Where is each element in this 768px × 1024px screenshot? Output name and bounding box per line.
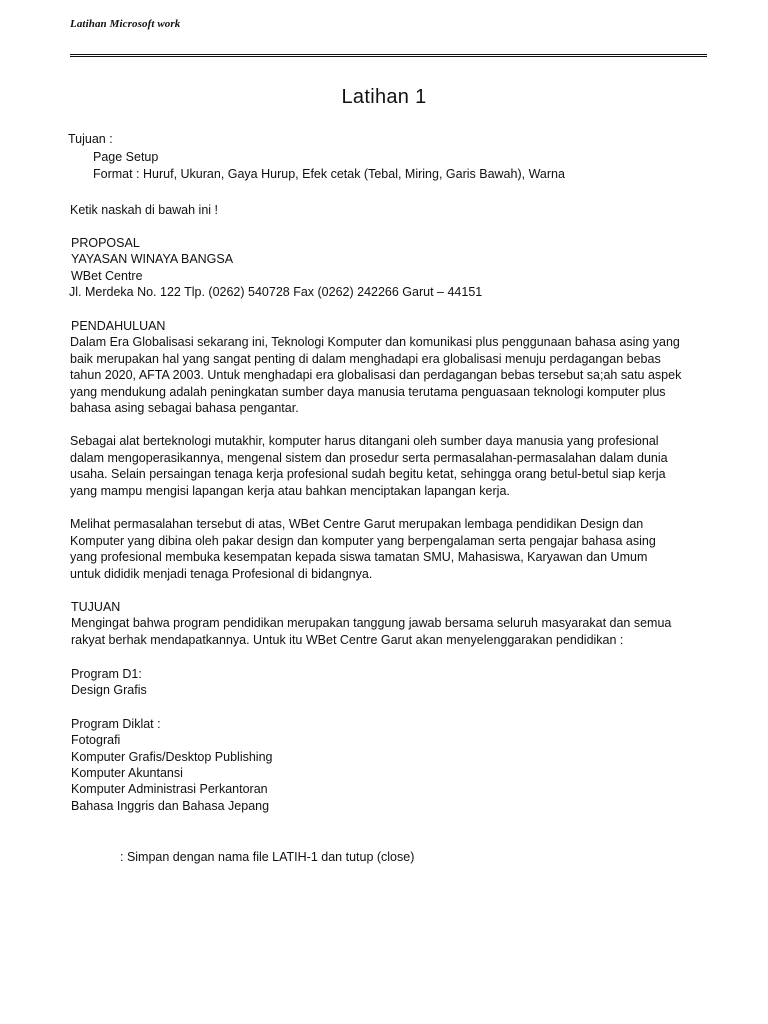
- intro-paragraph-2: [70, 433, 710, 499]
- paragraph-line: bahasa asing sebagai bahasa pengantar.: [70, 401, 299, 415]
- program-d1-label: Program D1:: [71, 667, 142, 681]
- paragraph-line: untuk dididik menjadi tenaga Profesional di bidangnya.: [70, 566, 373, 581]
- objectives-label: Tujuan :: [68, 132, 113, 146]
- program-diklat-item: Fotografi: [71, 733, 121, 747]
- paragraph-line: Komputer yang dibina oleh pakar design dan komputer yang berpengalaman serta pengajar bahasa asing: [70, 533, 656, 548]
- goals-paragraph: [71, 615, 711, 648]
- paragraph-line: tahun 2020, AFTA 2003. Untuk menghadapi era globalisasi dan perdagangan bebas tersebut sa;ah satu aspek: [70, 368, 682, 382]
- program-diklat-item: Bahasa Inggris dan Bahasa Jepang: [71, 799, 270, 813]
- intro-paragraph-1: [70, 334, 710, 417]
- paragraph-line: rakyat berhak mendapatkannya. Untuk itu WBet Centre Garut akan menyelenggarakan pendidikan :: [71, 632, 624, 647]
- section-heading-intro: PENDAHULUAN: [71, 319, 166, 333]
- page-title: Latihan 1: [341, 86, 427, 108]
- paragraph-line: Sebagai alat berteknologi mutakhir, komputer harus ditangani oleh sumber daya manusia yang profesional: [70, 434, 659, 448]
- program-diklat-label: Program Diklat :: [71, 717, 161, 731]
- doc-type: PROPOSAL: [71, 236, 140, 250]
- objective-item: Format : Huruf, Ukuran, Gaya Hurup, Efek cetak (Tebal, Miring, Garis Bawah), Warna: [93, 167, 565, 181]
- paragraph-line: yang mendukung adalah peningkatan sumber daya manusia terutama penguasaan teknologi komputer plus: [70, 384, 666, 399]
- paragraph-line: dalam mengoperasikannya, mengenal sistem dan prosedur serta permasalahan-permasalahan dalam dunia: [70, 450, 668, 465]
- address-line: Jl. Merdeka No. 122 Tlp. (0262) 540728 Fax (0262) 242266 Garut – 44151: [69, 285, 483, 299]
- organization-name: YAYASAN WINAYA BANGSA: [71, 252, 234, 266]
- objective-item: Page Setup: [93, 150, 159, 164]
- paragraph-line: Melihat permasalahan tersebut di atas, WBet Centre Garut merupakan lembaga pendidikan Design dan: [70, 517, 644, 531]
- centre-name: WBet Centre: [71, 269, 143, 283]
- paragraph-line: Mengingat bahwa program pendidikan merupakan tanggung jawab bersama seluruh masyarakat dan semua: [71, 616, 672, 630]
- paragraph-line: Dalam Era Globalisasi sekarang ini, Teknologi Komputer dan komunikasi plus penggunaan bahasa asing yang: [70, 335, 680, 349]
- program-diklat-item: Komputer Grafis/Desktop Publishing: [71, 750, 273, 764]
- instruction-text: Ketik naskah di bawah ini !: [70, 203, 219, 217]
- header-rule: [70, 54, 707, 57]
- running-header: Latihan Microsoft work: [70, 18, 181, 30]
- footer-note: : Simpan dengan nama file LATIH-1 dan tutup (close): [120, 850, 415, 864]
- program-diklat-item: Komputer Administrasi Perkantoran: [71, 782, 268, 796]
- program-diklat-item: Komputer Akuntansi: [71, 766, 183, 780]
- paragraph-line: yang mampu mengisi lapangan kerja atau bahkan menciptakan lapangan kerja.: [70, 483, 510, 498]
- intro-paragraph-3: [70, 516, 710, 582]
- paragraph-line: baik merupakan hal yang sangat penting di dalam menghadapi era globalisasi menuju perdagangan bebas: [70, 351, 661, 366]
- paragraph-line: yang profesional membuka kesempatan kepada siswa tamatan SMU, Mahasiswa, Karyawan dan Umum: [70, 550, 648, 564]
- paragraph-line: usaha. Selain persaingan tenaga kerja profesional sudah begitu ketat, sehingga orang betul-betul siap kerja: [70, 467, 666, 481]
- section-heading-goals: TUJUAN: [71, 600, 121, 614]
- program-d1-item: Design Grafis: [71, 683, 147, 697]
